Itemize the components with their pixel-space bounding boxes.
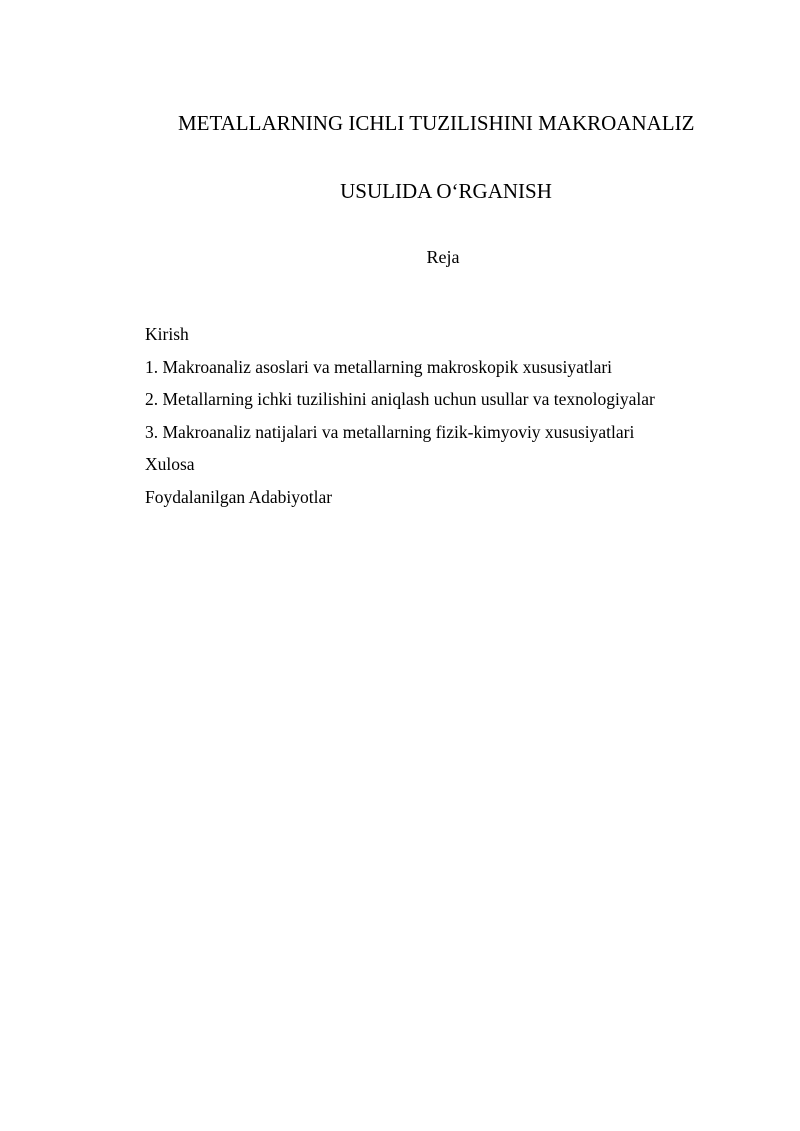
plan-item-references: Foydalanilgan Adabiyotlar	[145, 486, 333, 507]
plan-item-section-1: 1. Makroanaliz asoslari va metallarning makroskopik xususiyatlari	[145, 356, 613, 377]
plan-item-section-2: 2. Metallarning ichki tuzilishini aniqlash uchun usullar va texnologiyalar	[145, 389, 655, 410]
plan-item-conclusion: Xulosa	[145, 454, 195, 475]
plan-list	[145, 318, 655, 514]
plan-item-introduction: Kirish	[145, 324, 189, 344]
plan-heading: Reja	[426, 247, 460, 267]
plan-item-section-3: 3. Makroanaliz natijalari va metallarning fizik-kimyoviy xususiyatlari	[145, 421, 635, 442]
document-title-line-2: USULIDA O‘RGANISH	[340, 179, 552, 203]
document-title-line-1: METALLARNING ICHLI TUZILISHINI MAKROANALIZ	[178, 111, 695, 135]
